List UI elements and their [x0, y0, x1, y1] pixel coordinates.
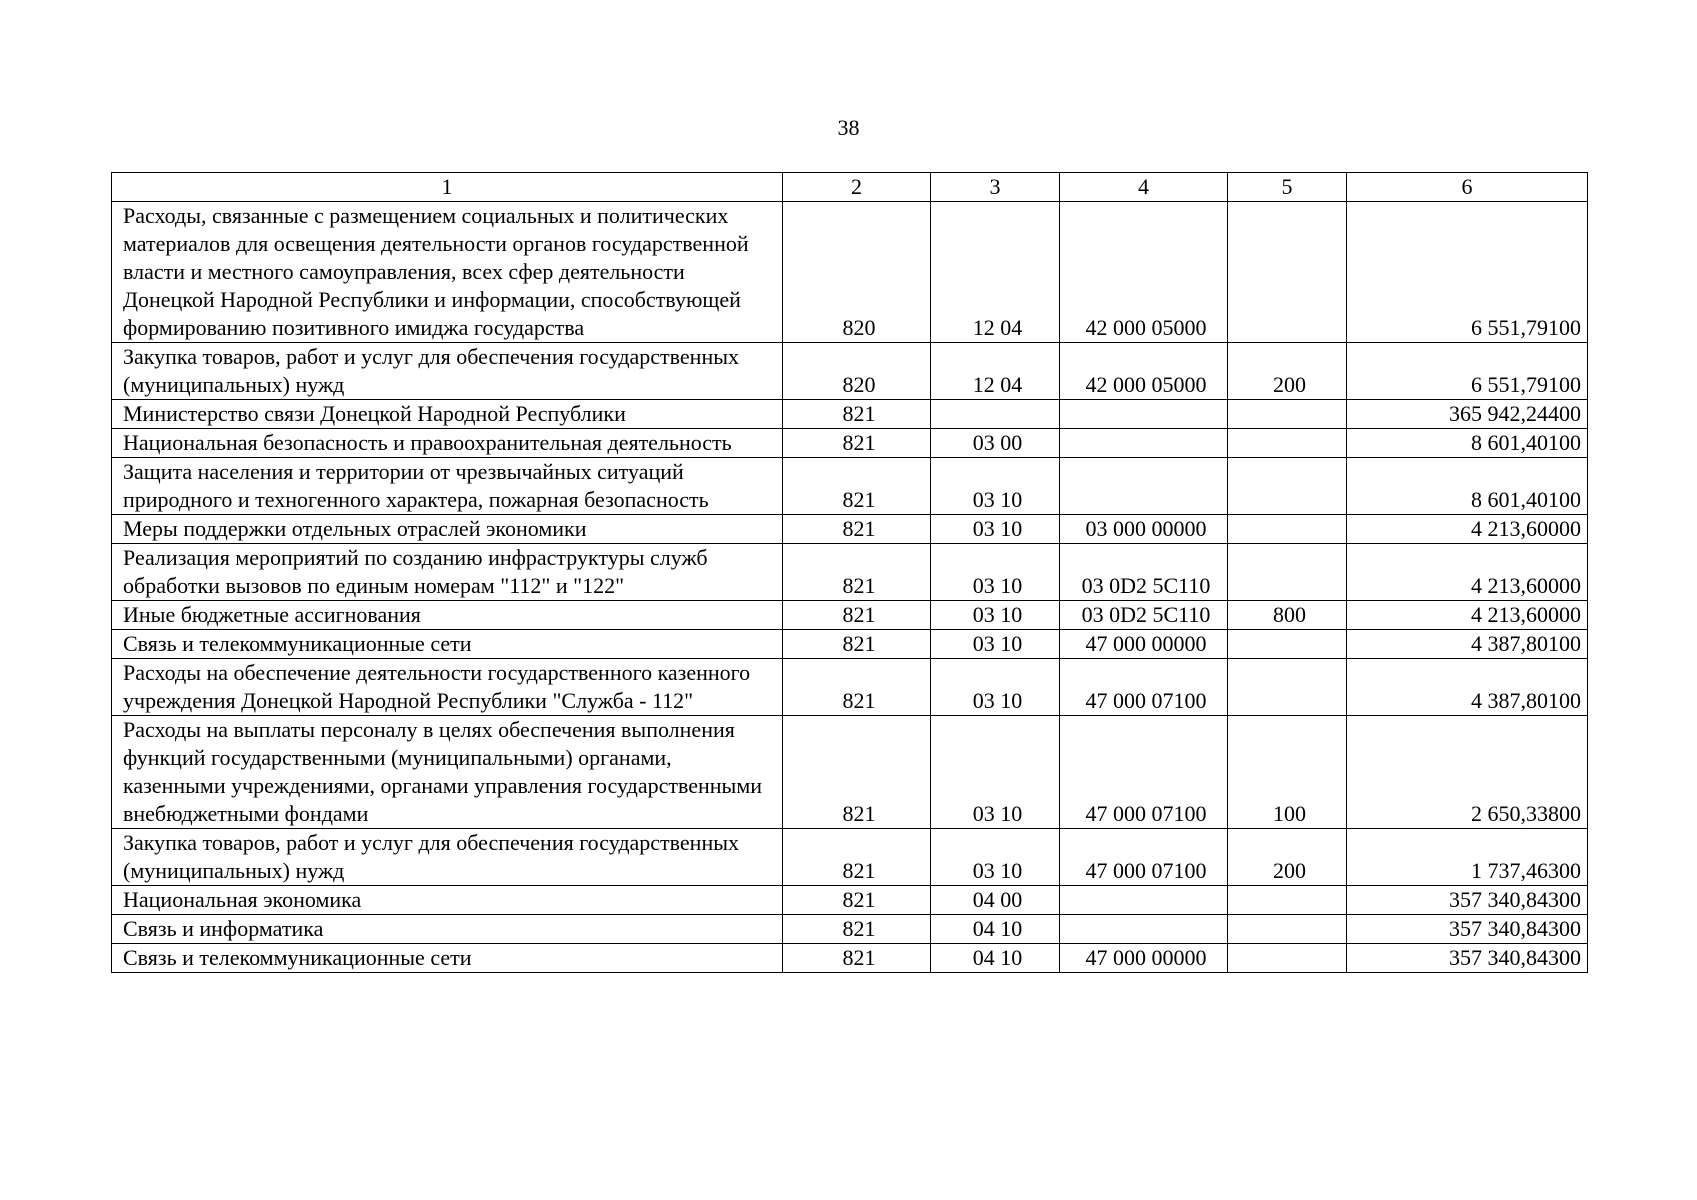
table-row: [112, 829, 1588, 886]
row-name-cell: Расходы на обеспечение деятельности государственного казенного учреждения Донецкой Народной Республики "Служба - 112": [112, 659, 783, 716]
amount-cell: 4 213,60000: [1347, 601, 1588, 630]
row-name-cell: Иные бюджетные ассигнования: [112, 601, 783, 630]
code-cell: 821: [783, 400, 931, 429]
amount-cell: 365 942,24400: [1347, 400, 1588, 429]
expense-type-cell: [1228, 630, 1347, 659]
expense-type-cell: 100: [1228, 716, 1347, 829]
row-name-cell: Связь и телекоммуникационные сети: [112, 630, 783, 659]
column-header: 1: [112, 173, 783, 202]
target-article-cell: [1060, 400, 1228, 429]
section-cell: 04 00: [931, 886, 1060, 915]
target-article-cell: 03 0D2 5C110: [1060, 601, 1228, 630]
section-cell: 12 04: [931, 343, 1060, 400]
target-article-cell: 47 000 07100: [1060, 659, 1228, 716]
expense-type-cell: [1228, 544, 1347, 601]
target-article-cell: 42 000 05000: [1060, 202, 1228, 343]
expense-type-cell: [1228, 429, 1347, 458]
section-cell: 03 10: [931, 601, 1060, 630]
table-row: [112, 944, 1588, 973]
amount-cell: 357 340,84300: [1347, 915, 1588, 944]
expense-type-cell: [1228, 400, 1347, 429]
section-cell: 03 10: [931, 515, 1060, 544]
column-header: 5: [1228, 173, 1347, 202]
row-name-cell: Расходы на выплаты персоналу в целях обеспечения выполнения функций государственными (муниципальными) органами, казенными учреждениями, органами управления государственными внебюджетными фондами: [112, 716, 783, 829]
code-cell: 821: [783, 659, 931, 716]
expense-type-cell: 200: [1228, 829, 1347, 886]
amount-cell: 6 551,79100: [1347, 343, 1588, 400]
target-article-cell: [1060, 886, 1228, 915]
expense-type-cell: [1228, 458, 1347, 515]
row-name-cell: Национальная экономика: [112, 886, 783, 915]
code-cell: 820: [783, 343, 931, 400]
code-cell: 821: [783, 716, 931, 829]
table-header-row: [112, 173, 1588, 202]
amount-cell: 2 650,33800: [1347, 716, 1588, 829]
code-cell: 821: [783, 429, 931, 458]
row-name-cell: Связь и телекоммуникационные сети: [112, 944, 783, 973]
code-cell: 821: [783, 458, 931, 515]
expense-type-cell: [1228, 886, 1347, 915]
amount-cell: 1 737,46300: [1347, 829, 1588, 886]
amount-cell: 6 551,79100: [1347, 202, 1588, 343]
expense-type-cell: [1228, 515, 1347, 544]
target-article-cell: 47 000 07100: [1060, 829, 1228, 886]
expense-type-cell: 800: [1228, 601, 1347, 630]
column-header: 6: [1347, 173, 1588, 202]
page-number: 38: [837, 115, 860, 140]
table-row: [112, 544, 1588, 601]
amount-cell: 8 601,40100: [1347, 458, 1588, 515]
table-row: [112, 202, 1588, 343]
code-cell: 821: [783, 886, 931, 915]
row-name-cell: Реализация мероприятий по созданию инфраструктуры служб обработки вызовов по единым номерам "112" и "122": [112, 544, 783, 601]
section-cell: 04 10: [931, 944, 1060, 973]
amount-cell: 8 601,40100: [1347, 429, 1588, 458]
code-cell: 821: [783, 915, 931, 944]
row-name-cell: Закупка товаров, работ и услуг для обеспечения государственных (муниципальных) нужд: [112, 829, 783, 886]
amount-cell: 357 340,84300: [1347, 886, 1588, 915]
target-article-cell: [1060, 458, 1228, 515]
code-cell: 820: [783, 202, 931, 343]
row-name-cell: Защита населения и территории от чрезвычайных ситуаций природного и техногенного характера, пожарная безопасность: [112, 458, 783, 515]
target-article-cell: 03 000 00000: [1060, 515, 1228, 544]
column-header: 4: [1060, 173, 1228, 202]
table-row: [112, 343, 1588, 400]
section-cell: 03 00: [931, 429, 1060, 458]
target-article-cell: [1060, 429, 1228, 458]
code-cell: 821: [783, 544, 931, 601]
section-cell: 03 10: [931, 544, 1060, 601]
row-name-cell: Национальная безопасность и правоохранительная деятельность: [112, 429, 783, 458]
amount-cell: 357 340,84300: [1347, 944, 1588, 973]
code-cell: 821: [783, 515, 931, 544]
table-row: [112, 630, 1588, 659]
target-article-cell: 42 000 05000: [1060, 343, 1228, 400]
expense-type-cell: [1228, 944, 1347, 973]
amount-cell: 4 213,60000: [1347, 544, 1588, 601]
table-row: [112, 458, 1588, 515]
section-cell: [931, 400, 1060, 429]
amount-cell: 4 387,80100: [1347, 630, 1588, 659]
column-header: 3: [931, 173, 1060, 202]
row-name-cell: Меры поддержки отдельных отраслей экономики: [112, 515, 783, 544]
table-row: [112, 915, 1588, 944]
expense-type-cell: [1228, 915, 1347, 944]
row-name-cell: Связь и информатика: [112, 915, 783, 944]
section-cell: 04 10: [931, 915, 1060, 944]
expense-type-cell: [1228, 659, 1347, 716]
table-row: [112, 429, 1588, 458]
target-article-cell: 47 000 07100: [1060, 716, 1228, 829]
row-name-cell: Закупка товаров, работ и услуг для обеспечения государственных (муниципальных) нужд: [112, 343, 783, 400]
table-row: [112, 400, 1588, 429]
amount-cell: 4 387,80100: [1347, 659, 1588, 716]
section-cell: 12 04: [931, 202, 1060, 343]
row-name-cell: Расходы, связанные с размещением социальных и политических материалов для освещения деятельности органов государственной власти и местного самоуправления, всех сфер деятельности Донецкой Народной Республики и информации, способствующей формированию позитивного имиджа государства: [112, 202, 783, 343]
table-body: [112, 202, 1588, 973]
section-cell: 03 10: [931, 716, 1060, 829]
amount-cell: 4 213,60000: [1347, 515, 1588, 544]
target-article-cell: [1060, 915, 1228, 944]
column-header: 2: [783, 173, 931, 202]
expense-type-cell: 200: [1228, 343, 1347, 400]
budget-table: [111, 172, 1588, 973]
target-article-cell: 03 0D2 5C110: [1060, 544, 1228, 601]
section-cell: 03 10: [931, 458, 1060, 515]
target-article-cell: 47 000 00000: [1060, 630, 1228, 659]
code-cell: 821: [783, 630, 931, 659]
section-cell: 03 10: [931, 659, 1060, 716]
row-name-cell: Министерство связи Донецкой Народной Республики: [112, 400, 783, 429]
code-cell: 821: [783, 601, 931, 630]
expense-type-cell: [1228, 202, 1347, 343]
code-cell: 821: [783, 829, 931, 886]
table-row: [112, 716, 1588, 829]
code-cell: 821: [783, 944, 931, 973]
table-row: [112, 601, 1588, 630]
table-row: [112, 659, 1588, 716]
table-row: [112, 886, 1588, 915]
table-row: [112, 515, 1588, 544]
section-cell: 03 10: [931, 829, 1060, 886]
section-cell: 03 10: [931, 630, 1060, 659]
target-article-cell: 47 000 00000: [1060, 944, 1228, 973]
